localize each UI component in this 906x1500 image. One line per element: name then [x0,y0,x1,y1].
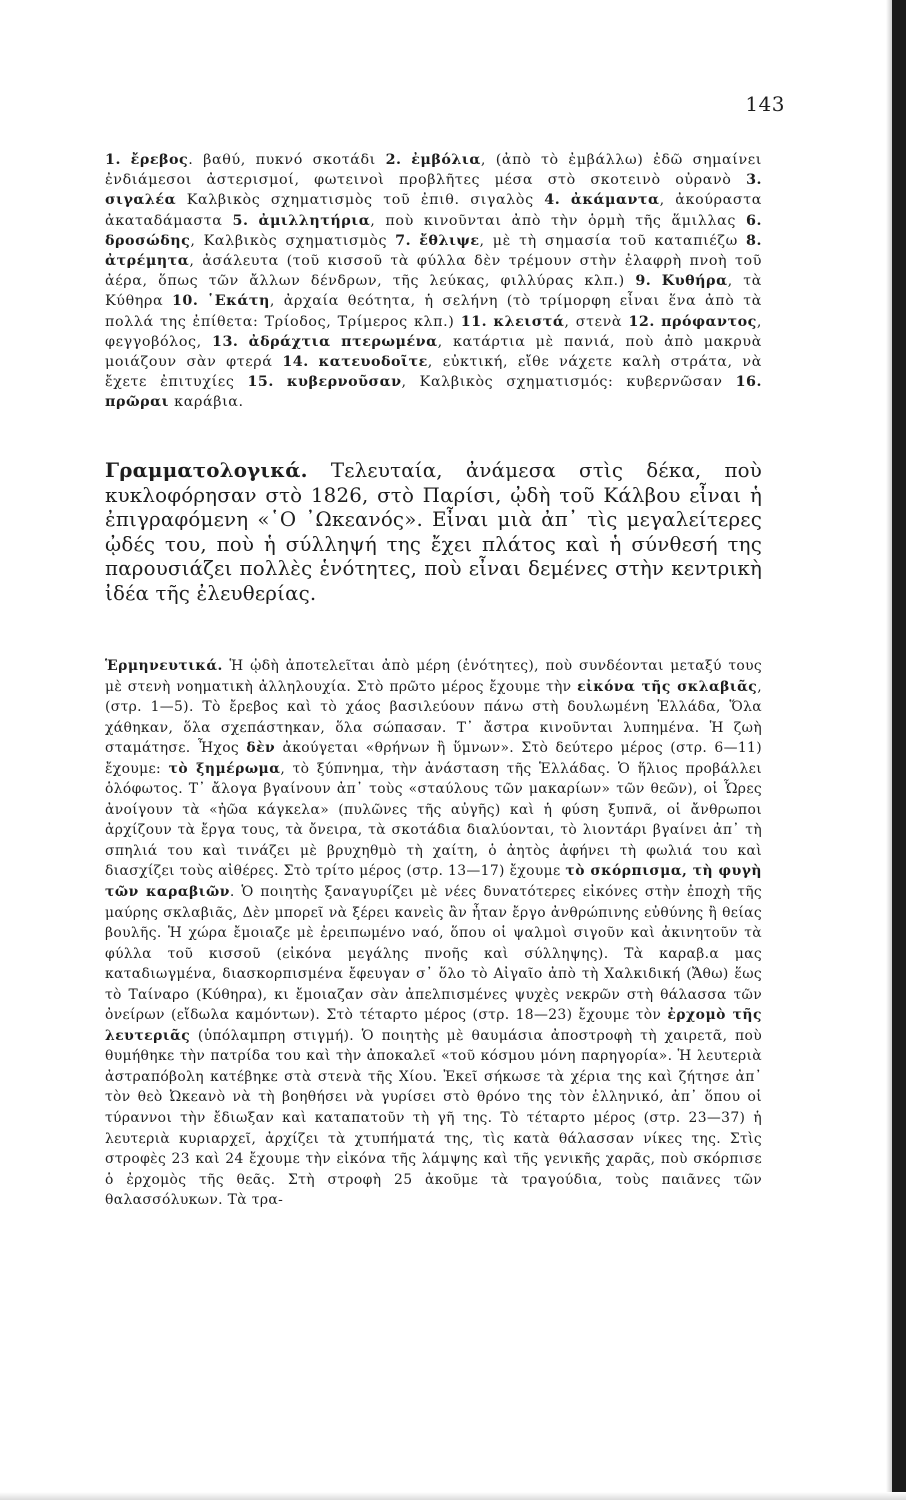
note-text: , στενὰ [564,313,623,330]
note-text: Καλβικὸς σχηματισμὸς τοῦ ἐπιθ. σιγαλὸς [176,192,534,209]
note-text: , ποὺ κινοῦνται ἀπὸ τὴν ὁρμὴ τῆς ἅμιλλας [370,212,737,229]
note-number: 2. [385,152,402,168]
note-number: 1. [105,152,121,168]
note-term: σιγαλέα [105,192,177,209]
note-number: 12. [628,313,655,330]
note-text: , ἀρχαία θεότητα, ἡ σελήνη (τὸ τρίμορφη εἶναι ἕνα ἀπὸ τὰ πολλά της ἐπίθετα: Τρίοδος, Τρίμερος κλπ.) [105,293,762,330]
commentary-text: (ὑπόλαμπρη στιγμή). Ὁ ποιητὴς μὲ θαυμάσια ἀποστροφὴ τὴ χαιρετᾶ, ποὺ θυμήθηκε τὴν πατρίδα του καὶ τὴν ἀποκαλεῖ «τοῦ κόσμου μόνη παρηγορία». Ἡ λευτεριὰ ἀστραπόβολη κατέβηκε στὰ στενὰ τῆς Χίου. Ἐκεῖ σήκωσε τὰ χέρια της καὶ ζήτησε ἀπ᾿ τὸν θεὸ Ὠκεανὸ νὰ τὴ βοηθήσει νὰ γυρίσει στὸ θρόνο της τὸν ἑλληνικό, ἀπ᾿ ὅπου οἱ τύραννοι τὴν ἔδιωξαν καὶ καταπατοῦν τὴ γῆ της. Τὸ τέταρτο μέρος (στρ. 23—37) ἡ λευτεριὰ κυριαρχεῖ, ἀρχίζει τὰ χτυπήματά της, τὶς κατὰ θάλασσαν νίκες της. Στὶς στροφὲς 23 καὶ 24 ἔχουμε τὴν εἰκόνα τῆς λάμψης καὶ τῆς γενικῆς χαρᾶς, ποὺ σκόρπισε ὁ ἐρχομὸς τῆς θεᾶς. Στὴ στροφὴ 25 ἀκοῦμε τὰ τραγούδια, τοὺς παιᾶνες τῶν θαλασσόλυκων. Τὰ τρα- [105,1027,762,1209]
note-text: , κατάρτια μὲ πανιά, ποὺ ἀπὸ μακρυὰ μοιάζουν σὰν φτερά [105,333,762,371]
section-title: Γραμματολογικά. [105,458,308,482]
literary-history-paragraph [105,458,762,607]
note-number: 10. [171,293,199,310]
note-text: , φεγγοβόλος, [105,313,762,350]
commentary-emphasis: δὲν [246,740,276,757]
note-term: δροσώδης [105,232,191,249]
commentary-text: , (στρ. 1—5). Τὸ ἔρεβος καὶ τὸ χάος βασιλεύουν πάνω στὴ δουλωμένη Ἑλλάδα, Ὅλα χάθηκαν, ὅλα σχεπάστηκαν, ὅλα σώπασαν. Τ᾿ ἄστρα κινοῦνται λυπημένα. Ἡ ζωὴ σταμάτησε. Ἦχος [105,678,763,757]
note-text: , ἀκούραστα ἀκαταδάμαστα [105,192,762,229]
commentary-text: . Ὁ ποιητὴς ξαναγυρίζει μὲ νέες δυνατότερες εἰκόνες στὴν ἐποχὴ τῆς μαύρης σκλαβιᾶς, Δὲν μπορεῖ νὰ ξέρει κανεὶς ἂν ἦταν ἔργο ἀνθρώπινης εὐθύνης ἢ θείας βουλῆς. Ἡ χώρα ἔμοιαζε μὲ ἐρειπωμένο ναό, ὅπου οἱ ψαλμοὶ σιγοῦν καὶ ἀκινητοῦν τὰ φύλλα τοῦ κισσοῦ (εἰκόνα μεγάλης πνοῆς καὶ σύλληψης). Τὰ καραβ.α μας καταδιωγμένα, διασκορπισμένα ἔφευγαν σ᾿ ὅλο τὸ Αἰγαῖο ἀπὸ τὴ Χαλκιδική (Ἄθω) ἕως τὸ Ταίναρο (Κύθηρα), κι ἔμοιαζαν σὰν ἀπελπισμένες ψυχὲς νεκρῶν στὴ θάλασσα τῶν ὀνείρων (εἴδωλα καμόντων). Στὸ τέταρτο μέρος (στρ. 18—23) ἔχουμε τὸν [105,884,762,1024]
note-number: 9. [635,273,652,290]
note-term: κυβερνοῦσαν [286,374,402,391]
note-term: πρόφαντος [661,313,757,330]
commentary-emphasis: εἰκόνα τῆς σκλαβιᾶς [577,678,758,695]
note-number: 16. [735,374,762,391]
note-text: καράβια. [169,394,244,411]
note-term: ἀμιλλητήρια [258,212,371,229]
page-number: 143 [745,92,785,116]
note-text: . βαθύ, πυκνό σκοτάδι [188,152,376,168]
note-number: 5. [232,212,249,229]
note-term: πρῶραι [105,394,170,411]
commentary-emphasis: τὸ σκόρπισμα, τὴ φυγὴ τῶν καραβιῶν [105,863,762,901]
note-number: 6. [746,212,762,229]
commentary-emphasis: τὸ ξημέρωμα [168,760,281,777]
note-number: 4. [544,192,561,209]
note-term: ἀδράχτια πτερωμένα [248,333,438,350]
commentary-emphasis: ἐρχομὸ τῆς λευτεριᾶς [105,1007,762,1044]
note-number: 13. [212,333,239,350]
note-term: ῾Εκάτη [207,293,270,310]
section-text: Τελευταία, ἀνάμεσα στὶς δέκα, ποὺ κυκλοφόρησαν στὸ 1826, στὸ Παρίσι, ᾠδὴ τοῦ Κάλβου εἶναι ἡ ἐπιγραφόμενη «῾Ο ᾿Ωκεανός». Εἶναι μιὰ ἀπ᾿ τὶς μεγαλείτερες ᾠδές του, ποὺ ἡ σύλληψή της ἔχει πλάτος καὶ ἡ σύνθεσή της παρουσιάζει πολλὲς ἑνότητες, ποὺ εἶναι δεμένες στὴν κεντρικὴ ἰδέα τῆς ἐλευθερίας. [105,459,762,605]
note-term: ἀκάμαντα [570,192,660,209]
note-term: ἐμβόλια [411,152,481,168]
commentary-text: Ἡ ᾠδὴ ἀποτελεῖται ἀπὸ μέρη (ἑνότητες), ποὺ συνδέονται μεταξύ τους μὲ στενὴ νοηματικὴ ἀλληλουχία. Στὸ πρῶτο μέρος ἔχουμε τὴν [105,658,762,695]
note-number: 8. [746,232,762,249]
note-term: κλειστά [493,313,565,330]
note-number: 14. [282,354,309,371]
footnotes-glossary [105,150,762,413]
note-number: 11. [460,313,488,330]
note-term: κατευοδοῖτε [318,354,428,371]
note-number: 3. [746,172,762,189]
interpretive-commentary [105,656,762,1211]
note-text: , Καλβικὸς σχηματισμός: κυβερνῶσαν [401,374,723,391]
commentary-heading: Ἑρμηνευτικά. [105,658,223,674]
note-text: , (ἀπὸ τὸ ἐμβάλλω) ἐδῶ σημαίνει ἐνδιάμεσοι ἀστερισμοί, φωτεινοὶ προβλῆτες μέσα στὸ σκοτεινὸ οὐρανὸ [105,152,762,189]
commentary-text: , τὸ ξύπνημα, τὴν ἀνάσταση τῆς Ἑλλάδας. Ὁ ἥλιος προβάλλει ὁλόφωτος. Τ᾿ ἄλογα βγαίνουν ἀπ᾿ τοὺς «σταύλους τῶν μακαρίων» τῶν θεῶν), οἱ Ὧρες ἀνοίγουν τὰ «ἠῶα κάγκελα» (πυλῶνες τῆς αὐγῆς) καὶ ἡ φύση ξυπνᾶ, οἱ ἄνθρωποι ἀρχίζουν τὰ ἔργα τους, τὰ ὄνειρα, τὰ σκοτάδια διαλύονται, τὸ λιοντάρι βγαίνει ἀπ᾿ τὴ σπηλιά του καὶ τινάζει μὲ βρυχηθμὸ τὴ χαίτη, ὁ ἀητὸς ἀφήνει τὴ φωλιά του καὶ διασχίζει τοὺς αἰθέρες. Στὸ τρίτο μέρος (στρ. 13—17) ἔχουμε [105,760,762,880]
note-term: ἀτρέμητα [105,253,190,270]
note-text: , τὰ Κύθηρα [105,273,762,310]
note-term: ἔρεβος [130,152,189,168]
note-number: 7. [395,232,412,249]
note-text: , εὐκτική, εἴθε νάχετε καλὴ στράτα, νὰ ἔχετε ἐπιτυχίες [105,354,762,391]
commentary-text: ἀκούγεται «θρήνων ἢ ὕμνων». Στὸ δεύτερο μέρος (στρ. 6—11) ἔχουμε: [105,740,762,777]
note-text: , Καλβικὸς σχηματισμὸς [190,232,388,249]
note-text: , μὲ τὴ σημασία τοῦ καταπιέζω [479,232,738,249]
note-number: 15. [247,374,274,391]
note-term: ἔθλιψε [419,232,480,249]
note-term: Κυθήρα [661,273,728,290]
note-text: , ἀσάλευτα (τοῦ κισσοῦ τὰ φύλλα δὲν τρέμουν στὴν ἐλαφρὴ πνοὴ τοῦ ἀέρα, ὅπως τῶν ἄλλων δένδρων, τῆς λεύκας, φιλλύρας κλπ.) [105,253,762,290]
